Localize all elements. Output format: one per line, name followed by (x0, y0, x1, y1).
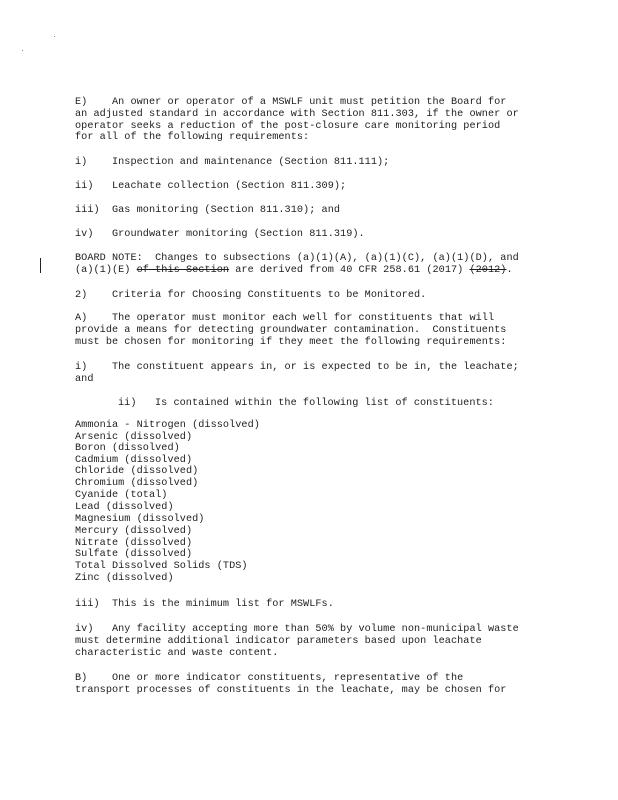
list-item: i) Inspection and maintenance (Section 811.111); (75, 157, 390, 168)
constituent-item: Lead (dissolved) (75, 502, 174, 513)
constituent-item: Sulfate (dissolved) (75, 549, 193, 560)
constituent-item: Boron (dissolved) (75, 443, 180, 454)
constituent-item: Zinc (dissolved) (75, 573, 174, 584)
board-note-line (75, 265, 513, 277)
board-note-text: are derived from 40 CFR 258.61 (2017) (229, 265, 470, 276)
para-e-line: an adjusted standard in accordance with Section 811.303, if the owner or (75, 109, 519, 120)
constituent-item: Mercury (dissolved) (75, 526, 193, 537)
para-a-line: provide a means for detecting groundwater contamination. Constituents (75, 325, 507, 336)
para-e-line: E) An owner or operator of a MSWLF unit must petition the Board for (75, 97, 507, 108)
deleted-text: of this Section (136, 265, 230, 276)
para-e-line: for all of the following requirements: (75, 132, 310, 143)
requirement-line: ii) Is contained within the following list of constituents: (118, 398, 494, 409)
para-b-line: B) One or more indicator constituents, representative of the (75, 673, 464, 684)
constituent-item: Cyanide (total) (75, 490, 168, 501)
constituent-item: Total Dissolved Solids (TDS) (75, 561, 248, 572)
constituent-item: Chromium (dissolved) (75, 478, 199, 489)
board-note-text: (a)(1)(E) (75, 265, 137, 276)
para-a-line: must be chosen for monitoring if they meet the following requirements: (75, 337, 507, 348)
constituent-item: Arsenic (dissolved) (75, 432, 193, 443)
scan-speck (22, 50, 23, 51)
board-note-text: . (506, 265, 513, 276)
revision-bar (40, 258, 41, 273)
constituent-item: Ammonia - Nitrogen (dissolved) (75, 420, 260, 431)
constituent-item: Nitrate (dissolved) (75, 538, 193, 549)
para-e-line: operator seeks a reduction of the post-closure care monitoring period (75, 121, 501, 132)
para-a-line: A) The operator must monitor each well for constituents that will (75, 313, 495, 324)
list-item: iii) Gas monitoring (Section 811.310); and (75, 205, 341, 216)
constituent-item: Magnesium (dissolved) (75, 514, 205, 525)
section-heading: 2) Criteria for Choosing Constituents to be Monitored. (75, 290, 427, 301)
list-item: ii) Leachate collection (Section 811.309); (75, 181, 347, 192)
list-item: iv) Groundwater monitoring (Section 811.319). (75, 229, 365, 240)
requirement-line: and (75, 374, 94, 385)
board-note-line: BOARD NOTE: Changes to subsections (a)(1)(A), (a)(1)(C), (a)(1)(D), and (75, 253, 519, 264)
para-b-line: transport processes of constituents in the leachate, may be chosen for (75, 685, 507, 696)
constituent-item: Chloride (dissolved) (75, 466, 199, 477)
requirement-line: must determine additional indicator parameters based upon leachate (75, 636, 482, 647)
scan-speck (54, 36, 55, 37)
deleted-year: (2012) (469, 265, 507, 276)
requirement-line: iv) Any facility accepting more than 50% by volume non-municipal waste (75, 624, 519, 635)
requirement-line: iii) This is the minimum list for MSWLFs. (75, 599, 334, 610)
constituent-item: Cadmium (dissolved) (75, 455, 193, 466)
requirement-line: characteristic and waste content. (75, 648, 279, 659)
requirement-line: i) The constituent appears in, or is expected to be in, the leachate; (75, 362, 519, 373)
